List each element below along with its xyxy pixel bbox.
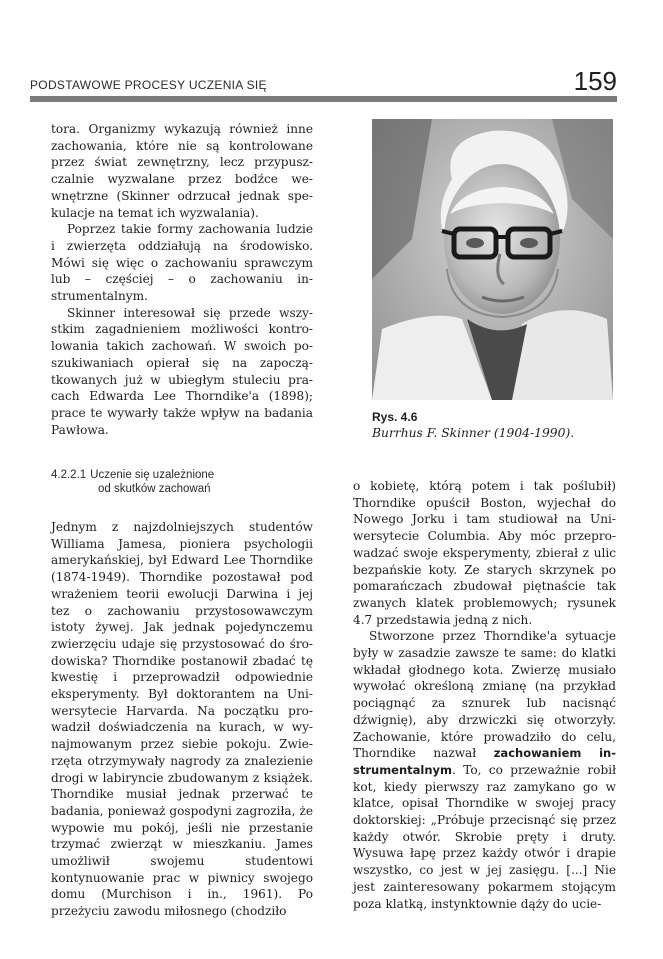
paragraph: Skinner interesował się przede wszystkim zagadnieniem możliwości kontrolowania takich zachowań. W swoich poszukiwaniach opierał się na zapoczątkowanych już w ubiegłym stuleciu pracach Edwarda Lee Thorndike'a (1898); prace te wywarły także wpływ na badania Pawłowa. xyxy=(51,305,313,437)
paragraph-text: Stworzone przez Thorndike'a sytuacje były w zasadzie zawsze te same: do klatki wkładał głodnego kota. Zwierzę musiało wywołać określoną zmianę (na przykład pociągnąć za sznurek lub nacisnąć dźwignię), aby drzwiczki się otworzyły. Zachowanie, które prowadziło do celu, Thorndike nazwał xyxy=(353,629,616,761)
skinner-portrait-photo xyxy=(372,119,613,400)
left-column-bottom xyxy=(51,519,313,920)
paragraph xyxy=(353,628,616,912)
left-column-top xyxy=(51,121,313,438)
paragraph: o kobietę, którą potem i tak poślubił) Thorndike opuścił Boston, wyjechał do Nowego Jorku i tam studiował na Uniwersytecie Columbia. Aby móc przeprowadzać swoje eksperymenty, zbierał z ulic bezpańskie koty. Ze starych skrzynek po pomarańczach zbudował piętnaście tak zwanych klatek problemowych; rysunek 4.7 przedstawia jedną z nich. xyxy=(353,479,616,627)
right-column xyxy=(353,478,616,912)
paragraph-text: . To, co przeważnie robił kot, kiedy pierwszy raz zamykano go w klatce, opisał Thorndike w swojej pracy doktorskiej: „Próbuje przecisnąć się przez każdy otwór. Skrobie pręty i druty. Wysuwa łapę przez każdy otwór i drapie wszystko, co jest w jej zasięgu. [...] Nie jest zainteresowany pokarmem stojącym poza klatką, instynktownie dąży do ucie- xyxy=(353,762,616,911)
section-title-line1: Uczenie się uzależnione xyxy=(90,469,215,481)
figure-caption: Burrhus F. Skinner (1904-1990). xyxy=(372,426,575,440)
paragraph: Poprzez takie formy zachowania ludzie i zwierzęta oddziałują na środowisko. Mówi się więc o zachowaniu sprawczym lub – częściej – o zachowaniu instrumentalnym. xyxy=(51,222,313,304)
page-number: 159 xyxy=(573,66,617,96)
running-title: PODSTAWOWE PROCESY UCZENIA SIĘ xyxy=(30,78,267,92)
figure-label: Rys. 4.6 xyxy=(372,410,418,424)
section-number: 4.2.2.1 xyxy=(51,469,87,481)
paragraph: Jednym z najzdolniejszych studentów Williama Jamesa, pioniera psychologii amerykańskiej, był Edward Lee Thorndike (1874-1949). Thorndike pozostawał pod wrażeniem teorii ewolucji Darwina i jej tez o zachowaniu przystosowawczym istoty żywej. Jak jednak pojedynczemu zwierzęciu udaje się przystosować do środowiska? Thorndike postanowił zbadać tę kwestię i przeprowadził odpowiednie eksperymenty. Był doktorantem na Uniwersytecie Harvarda. Na początku prowadził doświadczenia na kurach, w wynajmowanym przez siebie pokoju. Zwierzęta otrzymywały nagrody za znalezienie drogi w labiryncie zbudowanym z książek. Thorndike musiał jednak przerwać te badania, ponieważ gospodyni zagroziła, że wypowie mu pokój, jeśli nie przestanie trzymać zwierząt w mieszkaniu. James umożliwił swojemu studentowi kontynuowanie prac w piwnicy swojego domu (Murchison i in., 1961). Po przeżyciu zawodu miłosnego (chodziło xyxy=(51,520,313,919)
portrait-drawing xyxy=(372,119,613,400)
page-header xyxy=(30,66,617,96)
paragraph: tora. Organizmy wykazują również inne zachowania, które nie są kontrolowane przez świat zewnętrzny, lecz przypuszczalnie wyzwalane przez bodźce wewnętrzne (Skinner odrzucał jednak spekulacje na temat ich wyzwalania). xyxy=(51,122,313,220)
section-heading xyxy=(51,468,313,496)
key-term: zachowaniem instrumentalnym xyxy=(353,746,616,777)
section-title-line2: od skutków zachowań xyxy=(98,483,211,495)
header-rule xyxy=(30,96,617,102)
